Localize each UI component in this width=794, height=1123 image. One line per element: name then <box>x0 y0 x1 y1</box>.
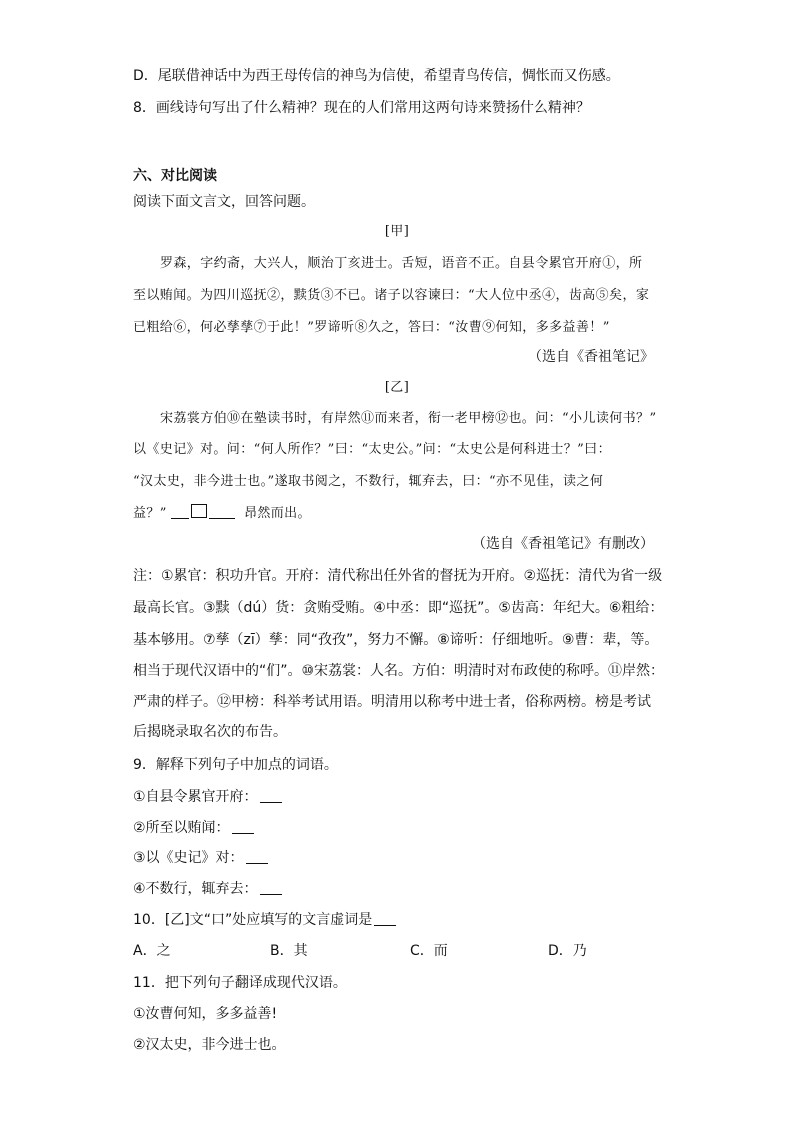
question-10-option-b[interactable]: B．其 <box>270 943 308 959</box>
answer-blank[interactable] <box>374 911 396 926</box>
question-11-item-1: ①汝曹何知，多多益善! <box>133 1006 278 1022</box>
blank-underline <box>209 504 235 519</box>
section-instruction: 阅读下面文言文，回答问题。 <box>133 194 315 210</box>
question-9-item-1 <box>133 787 282 807</box>
blank-box[interactable] <box>191 504 207 518</box>
question-9-item-3 <box>133 848 268 868</box>
notes-line-5: 严肃的样子。⑫甲榜：科举考试用语。明清用以称考中进士者，俗称两榜。榜是考试 <box>133 694 651 710</box>
notes-line-2: 最高长官。③黩（dú）货：贪贿受贿。④中丞：即“巡抚”。⑤齿高：年纪大。⑥粗给： <box>133 600 664 616</box>
question-9-item-2 <box>133 818 254 838</box>
question-9-item-4 <box>133 879 282 899</box>
passage-yi-line-4-start: 益？” <box>133 506 167 521</box>
passage-yi-source: （选自《香祖笔记》有删改） <box>472 536 654 552</box>
q7-option-d: D．尾联借神话中为西王母传信的神鸟为信使，希望青鸟传信，惆怅而又伤感。 <box>133 68 620 84</box>
question-8: 8．画线诗句写出了什么精神？现在的人们常用这两句诗来赞扬什么精神？ <box>133 100 590 116</box>
passage-yi-line-4-end: 昂然而出。 <box>243 506 311 521</box>
question-9-item-2-text: ②所至以贿闻： <box>133 820 230 836</box>
question-9: 9．解释下列句子中加点的词语。 <box>133 757 338 773</box>
question-11: 11．把下列句子翻译成现代汉语。 <box>133 975 347 991</box>
passage-jia-line-1: 罗森，字约斋，大兴人，顺治丁亥进士。舌短，语音不正。自县令累官开府①，所 <box>160 256 643 271</box>
question-10 <box>133 910 396 930</box>
notes-line-4: 相当于现代汉语中的“们”。⑩宋荔裳：人名。方伯：明清时对布政使的称呼。⑪岸然： <box>133 663 665 679</box>
answer-blank[interactable] <box>246 849 268 864</box>
answer-blank[interactable] <box>232 819 254 834</box>
blank-underline <box>171 504 189 519</box>
question-9-item-3-text: ③以《史记》对： <box>133 850 244 866</box>
passage-yi-line-3: “汉太史，非今进士也。”遂取书阅之，不数行，辄弃去，曰：“亦不见佳，读之何 <box>133 474 604 489</box>
question-10-option-d[interactable]: D．乃 <box>548 943 587 959</box>
passage-jia-title: [甲] <box>384 224 410 239</box>
passage-yi-line-2: 以《史记》对。问：“何人所作？”曰：“太史公。”问：“太史公是何科进士？”曰： <box>133 442 611 457</box>
question-9-item-4-text: ④不数行，辄弃去： <box>133 881 258 897</box>
passage-yi-line-4 <box>133 504 311 524</box>
question-10-option-a[interactable]: A．之 <box>133 943 171 959</box>
question-10-text: 10．[乙]文“口”处应填写的文言虚词是 <box>133 912 373 928</box>
passage-jia-line-3: 已粗给⑥，何必孳孳⑦于此！”罗谛听⑧久之，答曰：“汝曹⑨何知，多多益善！” <box>133 320 610 335</box>
passage-yi-line-1: 宋荔裳方伯⑩在塾读书时，有岸然⑪而来者，衔一老甲榜⑫也。问：“小儿读何书？” <box>160 411 657 426</box>
passage-yi-title: [乙] <box>384 380 410 395</box>
question-11-item-2: ②汉太史，非今进士也。 <box>133 1037 286 1053</box>
question-9-item-1-text: ①自县令累官开府： <box>133 789 258 805</box>
answer-blank[interactable] <box>260 880 282 895</box>
question-10-option-c[interactable]: C．而 <box>410 943 448 959</box>
notes-line-1: 注：①累官：积功升官。开府：清代称出任外省的督抚为开府。②巡抚：清代为省一级 <box>133 568 663 584</box>
section-heading: 六、对比阅读 <box>133 168 217 184</box>
notes-line-3: 基本够用。⑦孳（zī）孳：同“孜孜”，努力不懈。⑧谛听：仔细地听。⑨曹：辈，等。 <box>133 632 659 648</box>
passage-jia-line-2: 至以贿闻。为四川巡抚②，黩货③不已。诸子以容谏曰：“大人位中丞④，齿高⑤矣，家 <box>133 288 650 303</box>
notes-line-6: 后揭晓录取名次的布告。 <box>133 724 287 740</box>
passage-jia-source: （选自《香祖笔记》 <box>528 349 654 365</box>
answer-blank[interactable] <box>260 788 282 803</box>
